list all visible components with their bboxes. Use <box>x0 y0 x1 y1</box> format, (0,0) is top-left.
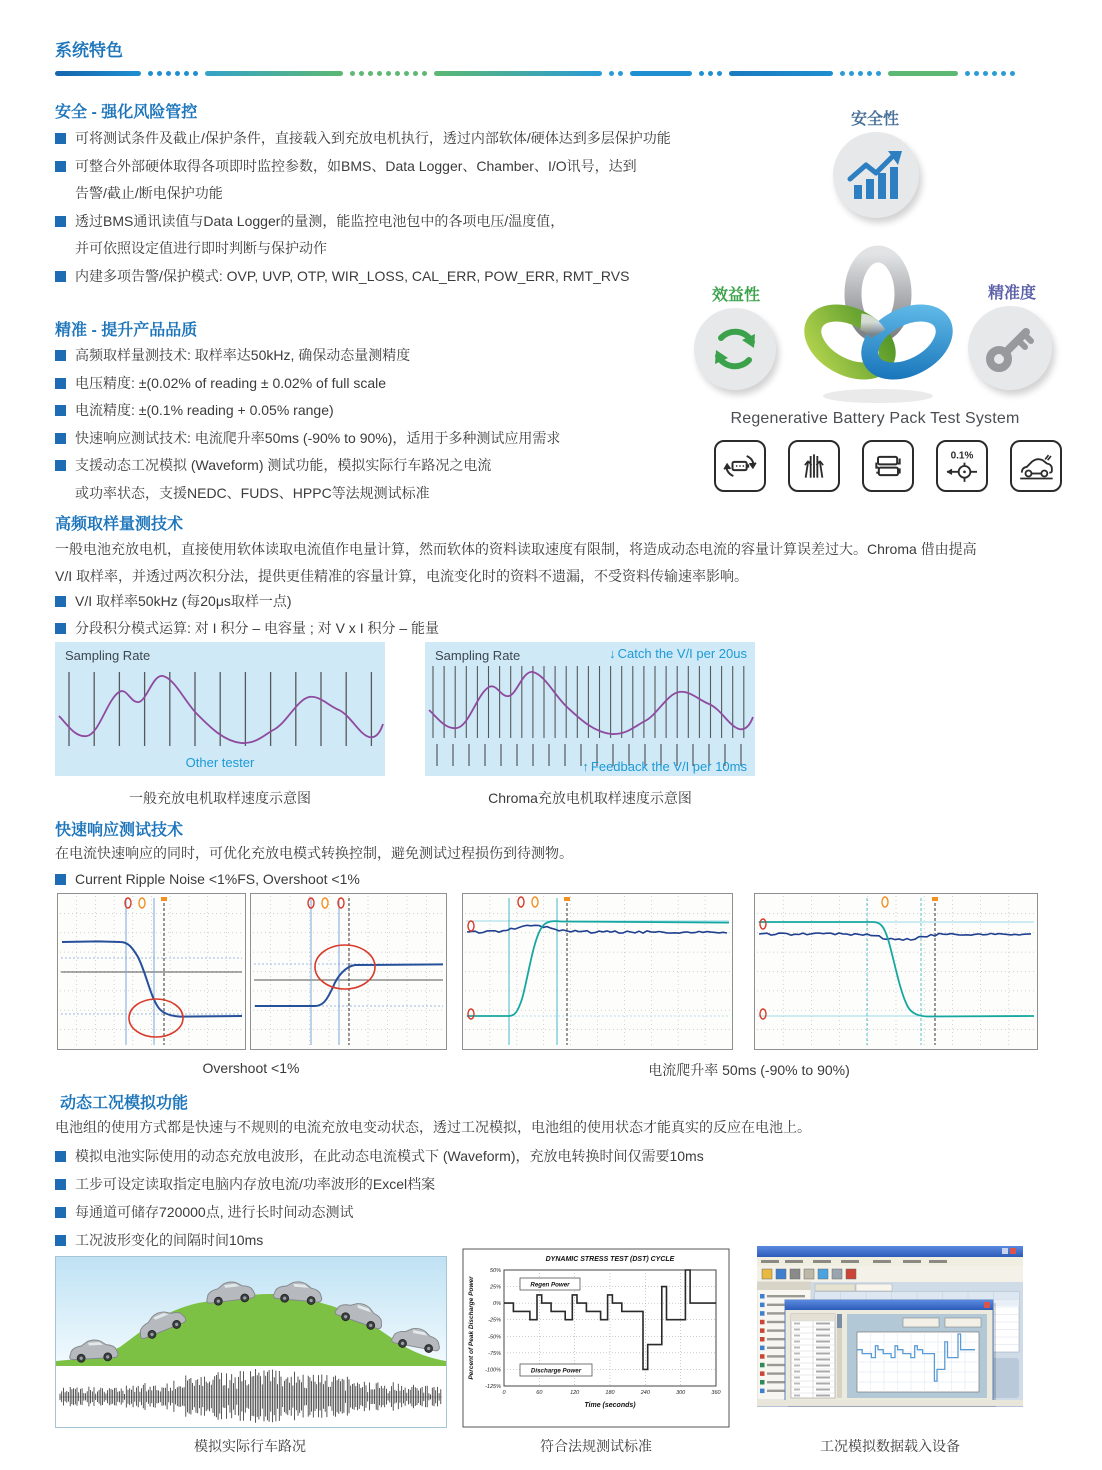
divider-dots <box>148 71 198 76</box>
precision-heading: 精准 - 提升产品品质 <box>55 322 198 339</box>
oscilloscope-current-rise <box>462 893 733 1050</box>
response-paragraph: 在电流快速响应的同时，可优化充放电模式转换控制，避免测试过程损伤到待测物。 <box>55 845 573 861</box>
section-divider <box>55 70 1045 76</box>
sampling-paragraph-line2: V/I 取样率，并透过两次积分法，提供更佳精准的容量计算，电流变化时的资料不遗漏，不受资料传输速率影响。 <box>55 568 749 584</box>
bullet-square-icon <box>55 161 66 172</box>
svg-text:-25%: -25% <box>488 1317 501 1324</box>
caption-slew-rate: 电流爬升率 50ms (-90% to 90%) <box>648 1062 850 1078</box>
svg-text:0: 0 <box>502 1390 506 1396</box>
bullet-square-icon <box>55 1151 66 1162</box>
bullet-square-icon <box>55 433 66 444</box>
list-item: 模拟电池实际使用的动态充放电波形，在此动态电流模式下 (Waveform)，充放电转换时间仅需要10ms <box>55 1143 704 1171</box>
divider-bar <box>729 71 833 76</box>
list-item: 支援动态工况模拟 (Waveform) 测试功能，模拟实际行车路况之电流 <box>55 452 700 480</box>
sampling-rate-label: Sampling Rate <box>435 648 521 663</box>
list-item: V/I 取样率50kHz (每20μs取样一点) <box>55 588 292 616</box>
caption-chroma: Chroma充放电机取样速度示意图 <box>488 790 692 806</box>
bullet-square-icon <box>55 596 66 607</box>
key-icon <box>968 306 1052 390</box>
safety-bullets <box>55 125 700 290</box>
svg-text:25%: 25% <box>489 1284 501 1291</box>
divider-bar <box>888 71 958 76</box>
ev-car-icon <box>1010 440 1062 492</box>
list-item: 分段积分模式运算: 对 I 积分 – 电容量 ; 对 V x I 积分 – 能量 <box>55 615 439 643</box>
divider-dots <box>965 71 1015 76</box>
precision-bullets <box>55 342 700 507</box>
driving-simulation-figure <box>55 1256 447 1428</box>
recycle-icon <box>694 308 776 390</box>
accuracy-badge: 0.1% <box>950 450 974 462</box>
divider-dots <box>840 71 881 76</box>
catch-note: ↓ Catch the V/I per 20us <box>609 646 747 661</box>
sampling-paragraph-line1: 一般电池充放电机，直接使用软体读取电流值作电量计算，然而软体的资料读取速度有限制，将造成动态电流的容量计算误差过大。Chroma 借由提高 <box>55 541 977 557</box>
bullet-square-icon <box>55 874 66 885</box>
divider-bar <box>55 71 141 76</box>
growth-chart-icon <box>833 132 919 218</box>
battery-recycle-icon <box>714 440 766 492</box>
svg-text:-125%: -125% <box>485 1384 501 1390</box>
system-name: Regenerative Battery Pack Test System <box>730 410 1020 427</box>
bullet-square-icon <box>55 378 66 389</box>
list-item: 透过BMS通讯读值与Data Logger的量测，能监控电池包中的各项电压/温度值， <box>55 208 700 236</box>
bullet-square-icon <box>55 1235 66 1246</box>
list-item: 可将测试条件及截止/保护条件，直接载入到充放电机执行，透过内部软体/硬体达到多层保护功能 <box>55 125 700 153</box>
bullet-square-icon <box>55 350 66 361</box>
dst-cycle-chart <box>462 1248 730 1428</box>
divider-bar <box>434 71 602 76</box>
divider-bar <box>630 71 692 76</box>
divider-bar <box>205 71 343 76</box>
channel-ramp-icon <box>788 440 840 492</box>
dynamic-paragraph: 电池组的使用方式都是快速与不规则的电流充放电变动状态，透过工况模拟，电池组的使用状态才能真实的反应在电池上。 <box>55 1119 811 1135</box>
svg-text:0%: 0% <box>493 1301 501 1308</box>
svg-text:120: 120 <box>570 1390 580 1396</box>
caption-overshoot: Overshoot <1% <box>202 1060 300 1076</box>
list-item: 内建多项告警/保护模式: OVP, UVP, OTP, WIR_LOSS, CAL_ERR, POW_ERR, RMT_RVS <box>55 263 700 291</box>
svg-text:-75%: -75% <box>488 1350 501 1357</box>
bullet-square-icon <box>55 460 66 471</box>
list-item: 工步可设定读取指定电脑内存放电流/功率波形的Excel档案 <box>55 1171 435 1199</box>
list-item-continuation: 或功率状态，支援NEDC、FUDS、HPPC等法规测试标准 <box>75 484 430 501</box>
svg-text:Regen Power: Regen Power <box>530 1281 570 1289</box>
divider-dots <box>699 71 722 76</box>
bullet-square-icon <box>55 133 66 144</box>
accuracy-crosshair-icon <box>936 440 988 492</box>
svg-text:Discharge Power: Discharge Power <box>530 1367 582 1375</box>
list-item: 电压精度: ±(0.02% of reading ± 0.02% of full scale <box>55 370 700 398</box>
accuracy-label: 精准度 <box>987 285 1036 302</box>
efficiency-label: 效益性 <box>711 287 760 304</box>
bullet-square-icon <box>55 216 66 227</box>
list-item: 每通道可储存720000点, 进行长时间动态测试 <box>55 1199 354 1227</box>
feature-icon-row <box>714 440 1062 492</box>
svg-text:360: 360 <box>711 1390 721 1396</box>
list-item: 工况波形变化的间隔时间10ms <box>55 1227 263 1255</box>
safety-label: 安全性 <box>850 111 899 128</box>
up-arrow-icon: ↑ <box>582 759 589 774</box>
svg-text:-100%: -100% <box>485 1367 501 1374</box>
bullet-square-icon <box>55 271 66 282</box>
svg-text:180: 180 <box>605 1390 615 1396</box>
svg-text:240: 240 <box>640 1390 650 1396</box>
dynamic-heading: 动态工况模拟功能 <box>60 1095 189 1112</box>
svg-text:Time (seconds): Time (seconds) <box>584 1402 636 1409</box>
page-title: 系统特色 <box>55 41 123 60</box>
bullet-square-icon <box>55 623 66 634</box>
list-item-continuation: 告警/截止/断电保护功能 <box>75 185 223 201</box>
sampling-diagram-chroma <box>425 642 755 776</box>
bullet-square-icon <box>55 405 66 416</box>
feedback-note: ↑ Feedback the V/I per 10ms <box>582 759 747 774</box>
svg-text:DYNAMIC STRESS TEST (DST) CYCL: DYNAMIC STRESS TEST (DST) CYCLE <box>545 1256 675 1263</box>
list-item: 高频取样量测技术: 取样率达50kHz, 确保动态量测精度 <box>55 342 700 370</box>
svg-text:50%: 50% <box>489 1268 501 1274</box>
caption-driving: 模拟实际行车路况 <box>194 1438 306 1454</box>
list-item: 快速响应测试技术: 电流爬升率50ms (-90% to 90%)，适用于多种测试应用需求 <box>55 425 700 453</box>
svg-text:-50%: -50% <box>488 1334 501 1341</box>
sampling-diagram-other-tester <box>55 642 385 776</box>
other-tester-note: Other tester <box>185 755 255 770</box>
oscilloscope-rising-step <box>250 893 447 1050</box>
sampling-rate-label: Sampling Rate <box>65 648 151 663</box>
list-item-continuation: 并可依照设定值进行即时判断与保护动作 <box>75 240 327 256</box>
response-heading: 快速响应测试技术 <box>55 822 184 839</box>
list-item: 电流精度: ±(0.1% reading + 0.05% range) <box>55 397 700 425</box>
sampling-heading: 高频取样量测技术 <box>55 516 184 533</box>
divider-dots <box>350 71 427 76</box>
down-arrow-icon: ↓ <box>609 646 616 661</box>
list-item: 可整合外部硬体取得各项即时监控参数，如BMS、Data Logger、Chamber、I/O讯号，达到 <box>55 153 700 181</box>
oscilloscope-falling-step <box>57 893 246 1050</box>
svg-text:300: 300 <box>676 1390 686 1396</box>
trefoil-logo-icon <box>795 238 961 408</box>
bullet-square-icon <box>55 1179 66 1190</box>
oscilloscope-current-fall <box>754 893 1038 1050</box>
software-screenshot-figure <box>757 1246 1023 1418</box>
list-item: Current Ripple Noise <1%FS, Overshoot <1% <box>55 866 360 894</box>
safety-heading: 安全 - 强化风险管控 <box>55 104 198 121</box>
bullet-square-icon <box>55 1207 66 1218</box>
caption-other-tester: 一般充放电机取样速度示意图 <box>129 790 311 806</box>
svg-text:60: 60 <box>536 1390 543 1396</box>
svg-text:Percent of Peak Discharge Powe: Percent of Peak Discharge Power <box>468 1276 475 1380</box>
battery-module-icon <box>862 440 914 492</box>
caption-regulation: 符合法规测试标准 <box>540 1438 652 1454</box>
divider-dots <box>609 71 623 76</box>
caption-software: 工况模拟数据载入设备 <box>820 1438 960 1454</box>
